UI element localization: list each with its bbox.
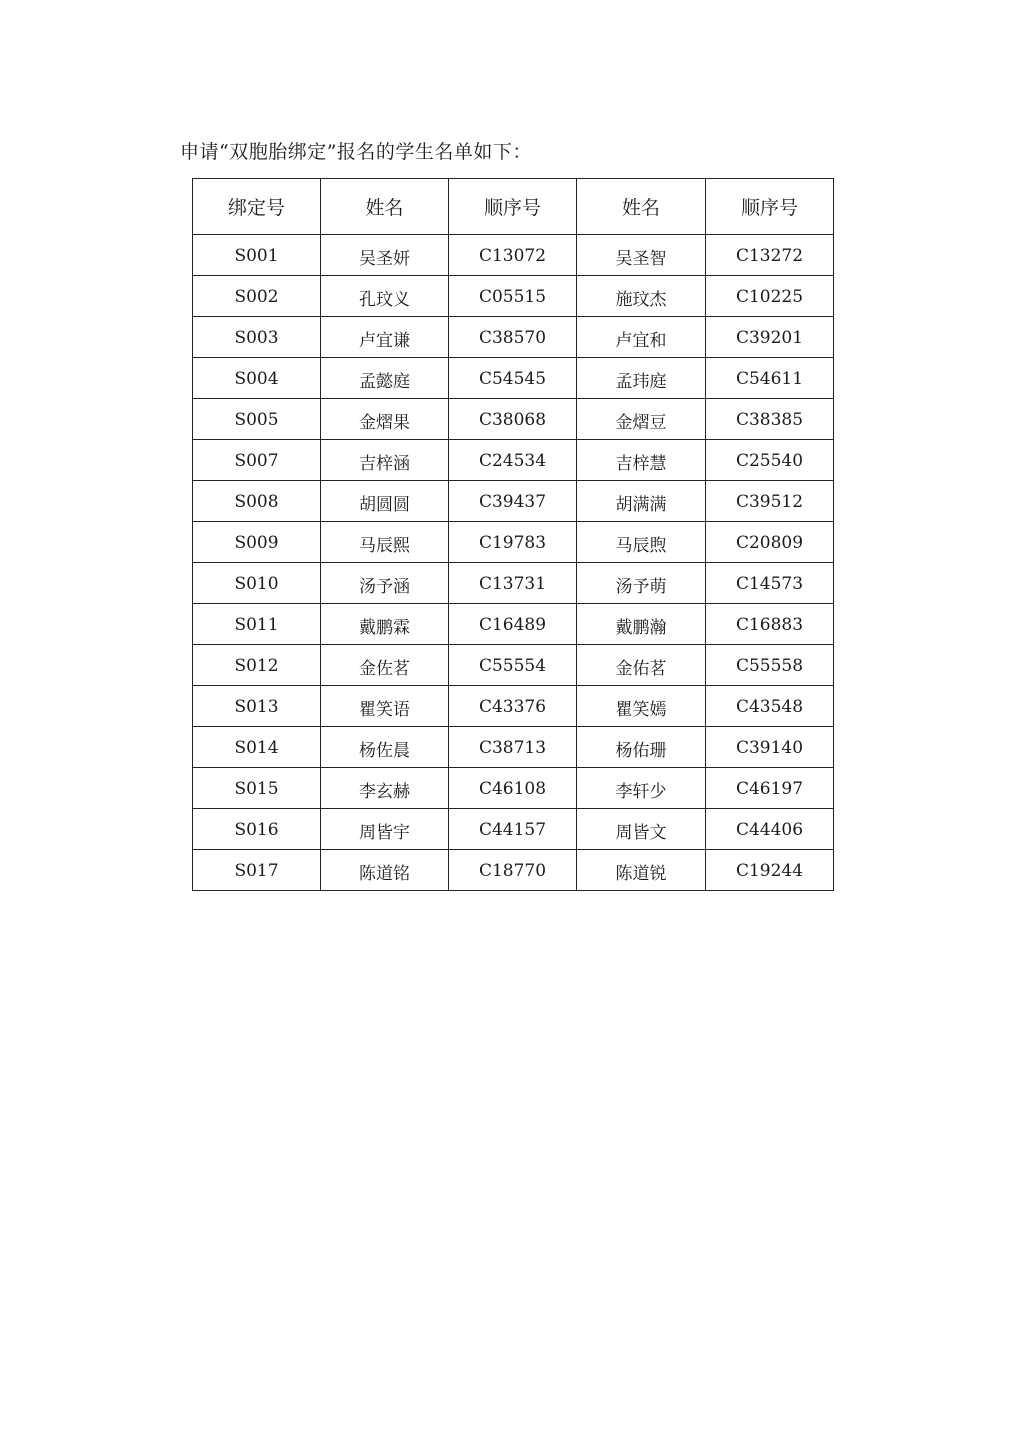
sequence-1-cell: C24534 xyxy=(449,440,577,481)
binding-id-cell: S013 xyxy=(193,686,321,727)
name-1-cell: 陈道铭 xyxy=(321,850,449,891)
sequence-2-cell: C38385 xyxy=(706,399,834,440)
name-2-cell: 李轩少 xyxy=(577,768,706,809)
header-name-2: 姓名 xyxy=(577,179,706,235)
header-sequence-2: 顺序号 xyxy=(706,179,834,235)
binding-id-cell: S016 xyxy=(193,809,321,850)
name-2-cell: 汤予萌 xyxy=(577,563,706,604)
name-2-cell: 戴鹏瀚 xyxy=(577,604,706,645)
name-1-cell: 戴鹏霖 xyxy=(321,604,449,645)
table-row xyxy=(193,850,834,891)
sequence-2-cell: C39512 xyxy=(706,481,834,522)
name-1-cell: 卢宜谦 xyxy=(321,317,449,358)
name-1-cell: 李玄赫 xyxy=(321,768,449,809)
header-binding-id: 绑定号 xyxy=(193,179,321,235)
table-row xyxy=(193,358,834,399)
sequence-2-cell: C44406 xyxy=(706,809,834,850)
table-row xyxy=(193,317,834,358)
sequence-1-cell: C38068 xyxy=(449,399,577,440)
sequence-2-cell: C10225 xyxy=(706,276,834,317)
binding-id-cell: S012 xyxy=(193,645,321,686)
name-1-cell: 孔玟义 xyxy=(321,276,449,317)
name-2-cell: 吴圣智 xyxy=(577,235,706,276)
name-2-cell: 杨佑珊 xyxy=(577,727,706,768)
name-2-cell: 金熠豆 xyxy=(577,399,706,440)
table-row xyxy=(193,686,834,727)
name-2-cell: 吉梓慧 xyxy=(577,440,706,481)
binding-id-cell: S010 xyxy=(193,563,321,604)
name-2-cell: 胡满满 xyxy=(577,481,706,522)
binding-id-cell: S008 xyxy=(193,481,321,522)
name-2-cell: 陈道锐 xyxy=(577,850,706,891)
sequence-2-cell: C43548 xyxy=(706,686,834,727)
sequence-1-cell: C38570 xyxy=(449,317,577,358)
sequence-1-cell: C38713 xyxy=(449,727,577,768)
name-1-cell: 吴圣妍 xyxy=(321,235,449,276)
binding-id-cell: S002 xyxy=(193,276,321,317)
sequence-2-cell: C25540 xyxy=(706,440,834,481)
table-row xyxy=(193,809,834,850)
sequence-2-cell: C16883 xyxy=(706,604,834,645)
name-1-cell: 杨佐晨 xyxy=(321,727,449,768)
table-row xyxy=(193,768,834,809)
binding-id-cell: S014 xyxy=(193,727,321,768)
name-2-cell: 金佑茗 xyxy=(577,645,706,686)
header-sequence-1: 顺序号 xyxy=(449,179,577,235)
sequence-2-cell: C46197 xyxy=(706,768,834,809)
sequence-2-cell: C14573 xyxy=(706,563,834,604)
binding-id-cell: S015 xyxy=(193,768,321,809)
name-1-cell: 胡圆圆 xyxy=(321,481,449,522)
sequence-1-cell: C18770 xyxy=(449,850,577,891)
binding-id-cell: S003 xyxy=(193,317,321,358)
sequence-2-cell: C54611 xyxy=(706,358,834,399)
sequence-1-cell: C19783 xyxy=(449,522,577,563)
sequence-1-cell: C54545 xyxy=(449,358,577,399)
table-row xyxy=(193,522,834,563)
binding-id-cell: S011 xyxy=(193,604,321,645)
student-roster-table xyxy=(192,178,834,891)
sequence-1-cell: C39437 xyxy=(449,481,577,522)
sequence-1-cell: C44157 xyxy=(449,809,577,850)
name-2-cell: 马辰煦 xyxy=(577,522,706,563)
sequence-2-cell: C20809 xyxy=(706,522,834,563)
intro-text: 申请“双胞胎绑定”报名的学生名单如下： xyxy=(180,141,532,163)
sequence-1-cell: C43376 xyxy=(449,686,577,727)
name-2-cell: 瞿笑嫣 xyxy=(577,686,706,727)
binding-id-cell: S001 xyxy=(193,235,321,276)
binding-id-cell: S009 xyxy=(193,522,321,563)
name-2-cell: 施玟杰 xyxy=(577,276,706,317)
table-row xyxy=(193,563,834,604)
table-header-row xyxy=(193,179,834,235)
name-1-cell: 周皆宇 xyxy=(321,809,449,850)
name-1-cell: 汤予涵 xyxy=(321,563,449,604)
name-1-cell: 瞿笑语 xyxy=(321,686,449,727)
sequence-1-cell: C05515 xyxy=(449,276,577,317)
header-name-1: 姓名 xyxy=(321,179,449,235)
name-1-cell: 马辰熙 xyxy=(321,522,449,563)
table-row xyxy=(193,235,834,276)
binding-id-cell: S017 xyxy=(193,850,321,891)
sequence-2-cell: C39201 xyxy=(706,317,834,358)
sequence-1-cell: C13072 xyxy=(449,235,577,276)
name-2-cell: 孟玮庭 xyxy=(577,358,706,399)
name-2-cell: 卢宜和 xyxy=(577,317,706,358)
binding-id-cell: S005 xyxy=(193,399,321,440)
sequence-2-cell: C39140 xyxy=(706,727,834,768)
sequence-1-cell: C46108 xyxy=(449,768,577,809)
table-row xyxy=(193,440,834,481)
sequence-2-cell: C13272 xyxy=(706,235,834,276)
table-body xyxy=(193,235,834,891)
table-row xyxy=(193,727,834,768)
name-1-cell: 金熠果 xyxy=(321,399,449,440)
binding-id-cell: S004 xyxy=(193,358,321,399)
name-1-cell: 孟懿庭 xyxy=(321,358,449,399)
name-1-cell: 金佐茗 xyxy=(321,645,449,686)
sequence-1-cell: C13731 xyxy=(449,563,577,604)
binding-id-cell: S007 xyxy=(193,440,321,481)
name-2-cell: 周皆文 xyxy=(577,809,706,850)
name-1-cell: 吉梓涵 xyxy=(321,440,449,481)
table-row xyxy=(193,399,834,440)
sequence-2-cell: C55558 xyxy=(706,645,834,686)
table-row xyxy=(193,604,834,645)
table-row xyxy=(193,276,834,317)
table-row xyxy=(193,481,834,522)
sequence-1-cell: C55554 xyxy=(449,645,577,686)
sequence-2-cell: C19244 xyxy=(706,850,834,891)
sequence-1-cell: C16489 xyxy=(449,604,577,645)
table-row xyxy=(193,645,834,686)
